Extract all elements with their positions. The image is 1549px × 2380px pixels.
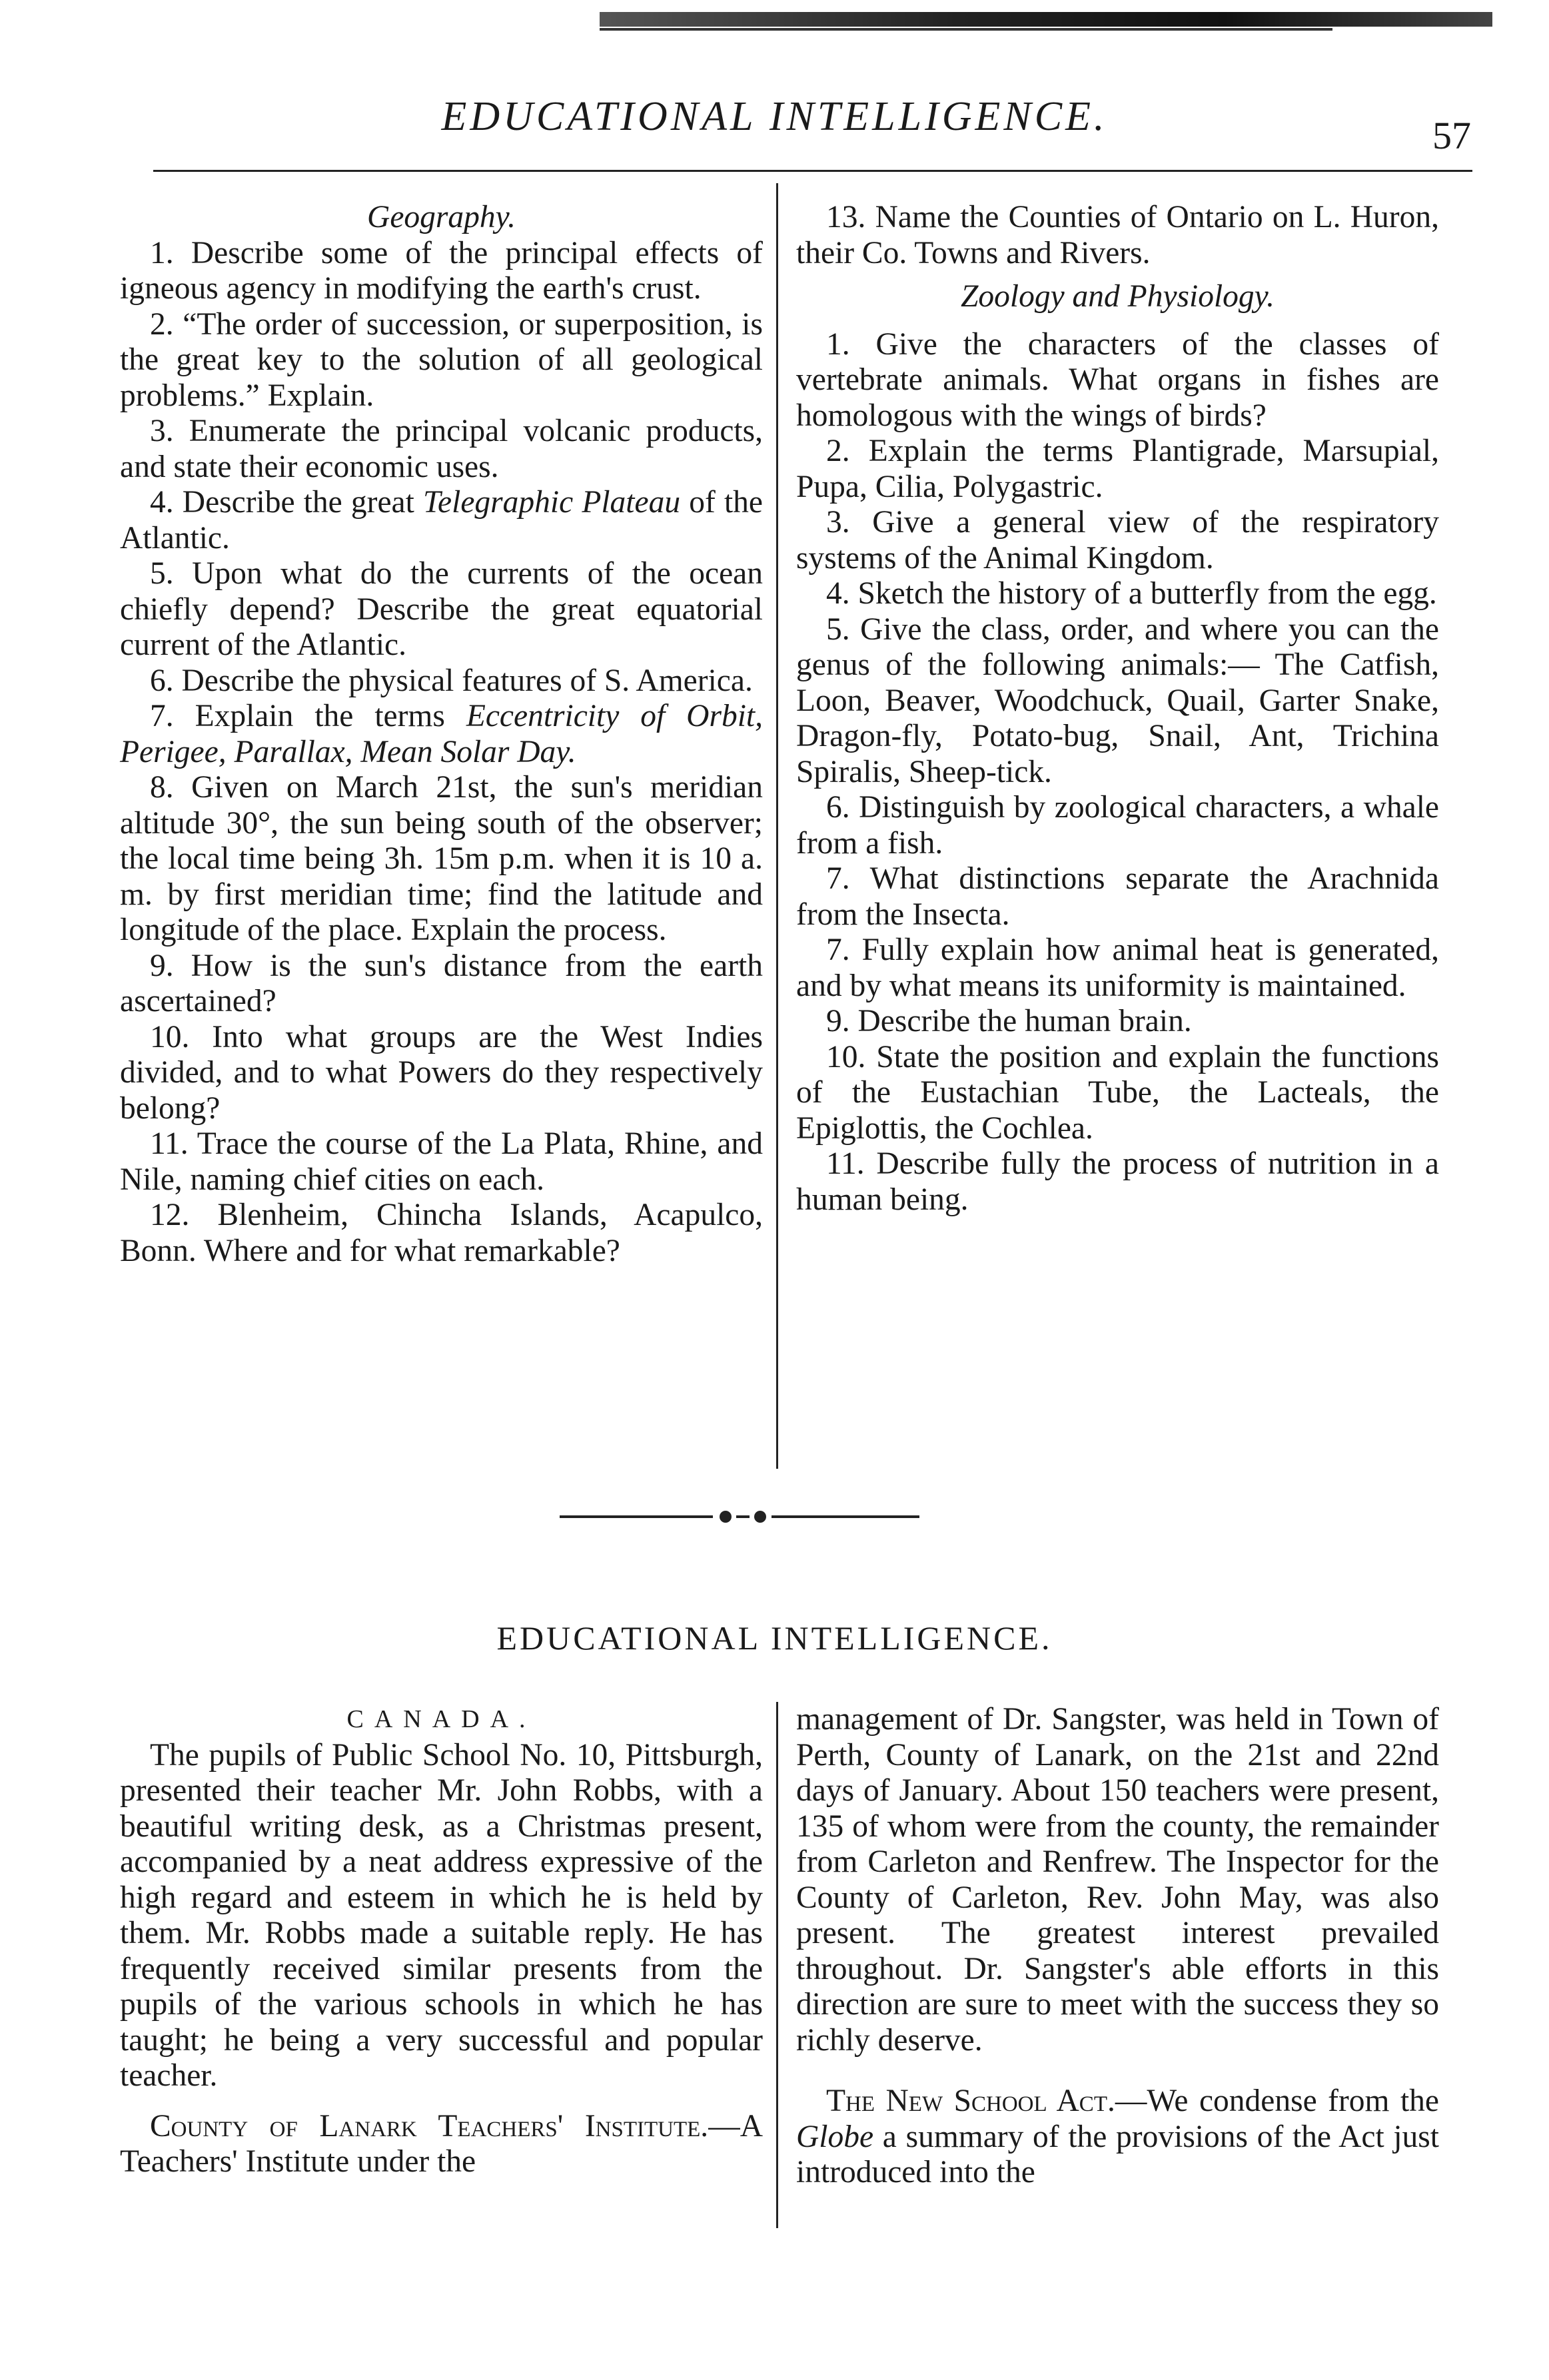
geography-item-9: 9. How is the sun's distance from the earth ascertained? — [120, 948, 763, 1018]
geography-item-3: 3. Enumerate the principal volcanic products, and state their economic uses. — [120, 414, 763, 484]
zoology-item-1: 1. Give the characters of the classes of vertebrate animals. What organs in fishes are homologous with the wings of birds? — [796, 326, 1439, 433]
geography-item-7: 7. Explain the terms Eccentricity of Orbit, Perigee, Parallax, Mean Solar Day. — [120, 699, 763, 769]
top-scan-bar — [600, 12, 1492, 27]
zoology-item-10: 10. State the position and explain the functions of the Eustachian Tube, the Lacteals, the Epiglottis, the Cochlea. — [796, 1039, 1439, 1146]
section-ornament — [560, 1509, 919, 1525]
geography-item-12: 12. Blenheim, Chincha Islands, Acapulco, Bonn. Where and for what remarkable? — [120, 1198, 763, 1268]
canada-subheading: CANADA. — [346, 1705, 536, 1733]
geography-item-6: 6. Describe the physical features of S. America. — [150, 663, 753, 698]
header-rule — [153, 170, 1472, 172]
intelligence-left-column — [120, 1702, 763, 2180]
zoology-item-11: 11. Describe fully the process of nutrition in a human being. — [796, 1146, 1439, 1217]
geography-item-10: 10. Into what groups are the West Indies divided, and to what Powers do they respectively belong? — [120, 1019, 763, 1126]
geography-item-13: 13. Name the Counties of Ontario on L. Huron, their Co. Towns and Rivers. — [796, 200, 1439, 270]
geography-title: Geography. — [367, 200, 516, 234]
geography-item-5: 5. Upon what do the currents of the ocean chiefly depend? Describe the great equatorial current of the Atlantic. — [120, 556, 763, 662]
geography-item-11: 11. Trace the course of the La Plata, Rhine, and Nile, naming chief cities on each. — [120, 1126, 763, 1197]
page-number: 57 — [1432, 114, 1471, 157]
column-divider-top — [776, 183, 778, 1469]
new-school-act-paragraph: The New School Act.—We condense from the Globe a summary of the provisions of the Act just introduced into the — [796, 2084, 1439, 2189]
running-title: EDUCATIONAL INTELLIGENCE. — [441, 94, 1108, 139]
geography-item-4: 4. Describe the great Telegraphic Plateau of the Atlantic. — [120, 485, 763, 556]
geography-item-2: 2. “The order of succession, or superposition, is the great key to the solution of all geological problems.” Explain. — [120, 306, 763, 413]
robbs-paragraph: The pupils of Public School No. 10, Pittsburgh, presented their teacher Mr. John Robbs, with a beautiful writing desk, as a Christmas present, accompanied by a neat address expressive of the high regard and esteem in which he is held by them. Mr. Robbs made a suitable reply. He has frequently received similar presents from the pupils of the various schools in which he has taught; he being a very successful and popular teacher. — [120, 1737, 763, 2093]
zoology-column — [796, 200, 1439, 1218]
zoology-item-3: 3. Give a general view of the respiratory systems of the Animal Kingdom. — [796, 505, 1439, 576]
geography-column — [120, 200, 763, 1269]
zoology-item-2: 2. Explain the terms Plantigrade, Marsupial, Pupa, Cilia, Polygastric. — [796, 434, 1439, 504]
zoology-title: Zoology and Physiology. — [960, 279, 1275, 314]
intelligence-right-column — [796, 1702, 1439, 2191]
zoology-item-9: 9. Describe the human brain. — [826, 1004, 1192, 1038]
zoology-item-5: 5. Give the class, order, and where you can the genus of the following animals:— The Catfish, Loon, Beaver, Woodchuck, Quail, Garter Snake, Dragon-fly, Potato-bug, Snail, Ant, Trichina Spiralis, Sheep-tick. — [796, 611, 1439, 789]
geography-item-8: 8. Given on March 21st, the sun's meridian altitude 30°, the sun being south of the observer; the local time being 3h. 15m p.m. when it is 10 a. m. by first meridian time; find the latitude and longitude of the place. Explain the process. — [120, 770, 763, 947]
zoology-item-7: 7. What distinctions separate the Arachnida from the Insecta. — [796, 861, 1439, 932]
top-scan-rule — [600, 28, 1332, 31]
column-divider-bottom — [776, 1702, 778, 2228]
sangster-paragraph: management of Dr. Sangster, was held in Town of Perth, County of Lanark, on the 21st and 22nd days of January. About 150 teachers were present, 135 of whom were from the county, the remainder from Carleton and Renfrew. The Inspector for the County of Carleton, Rev. John May, was also present. The greatest interest prevailed throughout. Dr. Sangster's able efforts in this direction are sure to meet with the success they so richly deserve. — [796, 1702, 1439, 2058]
zoology-item-8: 7. Fully explain how animal heat is generated, and by what means its uniformity is maintained. — [796, 933, 1439, 1003]
zoology-item-4: 4. Sketch the history of a butterfly from the egg. — [826, 576, 1437, 611]
lanark-institute-paragraph: County of Lanark Teachers' Institute.—A Teachers' Institute under the — [120, 2108, 763, 2179]
educational-intelligence-heading: EDUCATIONAL INTELLIGENCE. — [496, 1619, 1053, 1657]
zoology-item-6: 6. Distinguish by zoological characters, a whale from a fish. — [796, 790, 1439, 861]
geography-item-1: 1. Describe some of the principal effects of igneous agency in modifying the earth's crust. — [120, 235, 763, 306]
